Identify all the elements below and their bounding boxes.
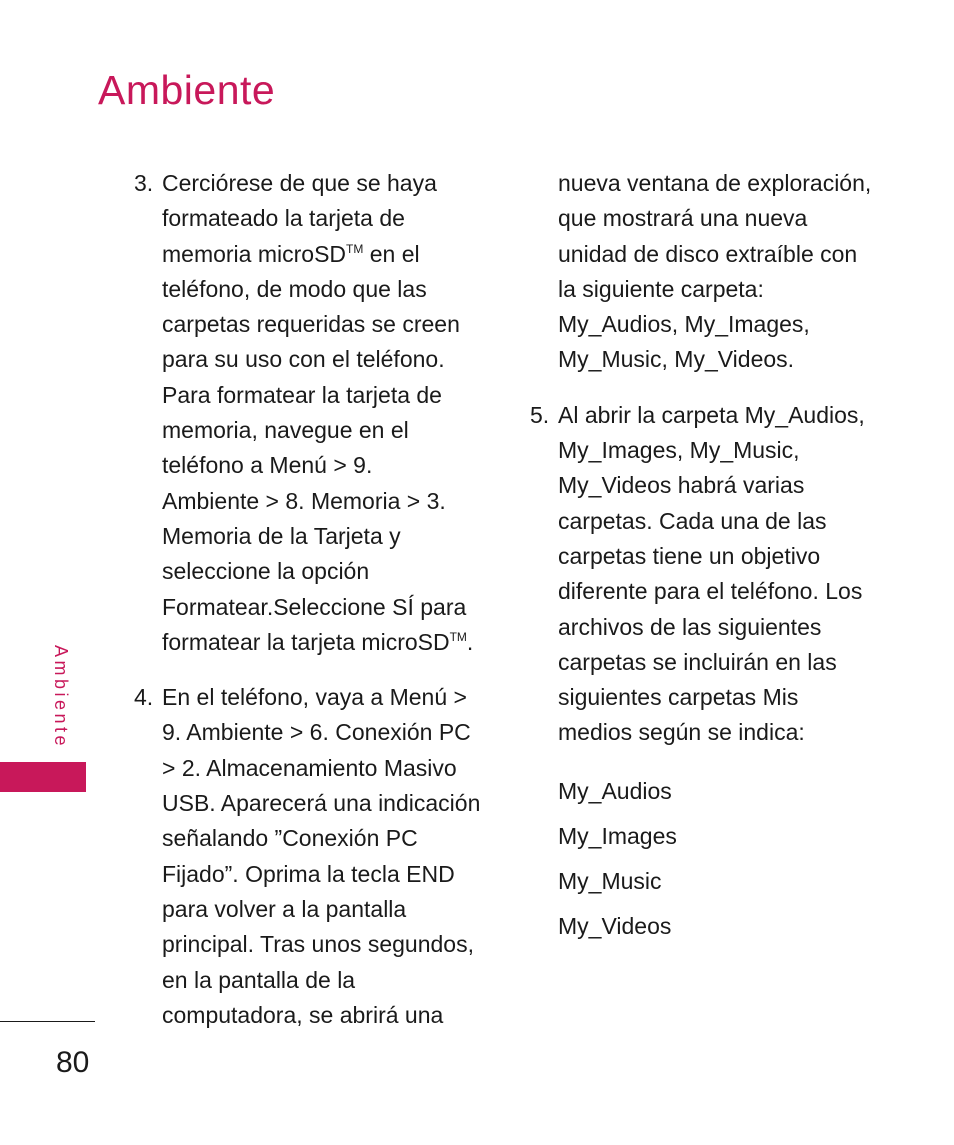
text-line: > 2. Almacenamiento Masivo — [162, 754, 457, 781]
folder-name: My_Music — [558, 867, 662, 894]
text-line: en la pantalla de la — [162, 966, 356, 993]
text-line: medios según se indica: — [558, 719, 805, 746]
text-line: carpetas. Cada una de las — [558, 507, 827, 534]
text-line: carpetas requeridas se creen — [162, 311, 460, 338]
side-tab-label: Ambiente — [51, 645, 71, 750]
text-line: unidad de disco extraíble con — [558, 240, 858, 267]
text-line: My_Images, My_Music, — [558, 437, 800, 464]
text-line: teléfono, de modo que las — [162, 275, 427, 302]
text-line: carpetas tiene un objetivo — [558, 542, 821, 569]
item-text — [558, 398, 890, 751]
text-line: Memoria de la Tarjeta y — [162, 522, 401, 549]
page-number: 80 — [56, 1046, 90, 1079]
text-line: USB. Aparecerá una indicación — [162, 790, 481, 817]
text-fragment: . — [466, 628, 474, 655]
trademark-mark: TM — [346, 241, 364, 256]
list-item-4 — [134, 680, 494, 1033]
text-line: diferente para el teléfono. Los — [558, 578, 863, 605]
text-line: Al abrir la carpeta My_Audios, — [558, 401, 865, 428]
trademark-mark: TM — [449, 629, 467, 644]
item-text — [162, 680, 494, 1033]
text-line: para su uso con el teléfono. — [162, 346, 445, 373]
side-tab-marker — [0, 762, 86, 792]
text-line: carpetas se incluirán en las — [558, 648, 837, 675]
text-line: Ambiente > 8. Memoria > 3. — [162, 487, 446, 514]
folder-name: My_Images — [558, 822, 677, 849]
text-line: archivos de las siguientes — [558, 613, 822, 640]
list-item-3 — [134, 166, 494, 660]
text-line — [162, 625, 494, 660]
text-line — [162, 237, 494, 272]
folder-name: My_Audios — [558, 777, 672, 804]
text-line: para volver a la pantalla — [162, 895, 407, 922]
text-fragment: memoria microSD — [162, 240, 347, 267]
text-line: Fijado”. Oprima la tecla END — [162, 860, 455, 887]
right-column — [530, 166, 890, 949]
text-line: que mostrará una nueva — [558, 205, 808, 232]
spacer — [134, 660, 494, 680]
page-title: Ambiente — [98, 67, 276, 113]
text-line: Formatear.Seleccione SÍ para — [162, 593, 467, 620]
list-item-4-continued — [530, 166, 890, 378]
text-line: teléfono a Menú > 9. — [162, 452, 373, 479]
text-line: memoria, navegue en el — [162, 417, 409, 444]
text-line: señalando ”Conexión PC — [162, 825, 418, 852]
text-line: My_Audios, My_Images, — [558, 311, 810, 338]
text-line: formateado la tarjeta de — [162, 205, 405, 232]
item-number: 3. — [134, 170, 154, 196]
folder-list — [530, 769, 890, 949]
text-line: principal. Tras unos segundos, — [162, 931, 474, 958]
text-fragment: en el — [369, 240, 420, 267]
footer-divider — [0, 1021, 95, 1022]
text-line: la siguiente carpeta: — [558, 275, 764, 302]
text-line: Cerciórese de que se haya — [162, 170, 437, 196]
text-line: Para formatear la tarjeta de — [162, 381, 442, 408]
item-text — [558, 166, 890, 378]
spacer — [530, 378, 890, 398]
text-line: My_Videos habrá varias — [558, 472, 805, 499]
left-column — [134, 166, 494, 1033]
folder-name: My_Videos — [558, 912, 672, 939]
text-line: computadora, se abrirá una — [162, 1001, 444, 1028]
text-line: En el teléfono, vaya a Menú > — [162, 684, 467, 711]
item-text — [162, 166, 494, 660]
text-line: siguientes carpetas Mis — [558, 684, 799, 711]
text-line: seleccione la opción — [162, 558, 370, 585]
text-line: nueva ventana de exploración, — [558, 170, 872, 196]
text-fragment: formatear la tarjeta microSD — [162, 628, 450, 655]
item-number: 4. — [134, 684, 154, 711]
item-number: 5. — [530, 401, 550, 428]
text-line: 9. Ambiente > 6. Conexión PC — [162, 719, 471, 746]
text-line: My_Music, My_Videos. — [558, 346, 795, 373]
list-item-5 — [530, 398, 890, 751]
spacer — [530, 751, 890, 769]
